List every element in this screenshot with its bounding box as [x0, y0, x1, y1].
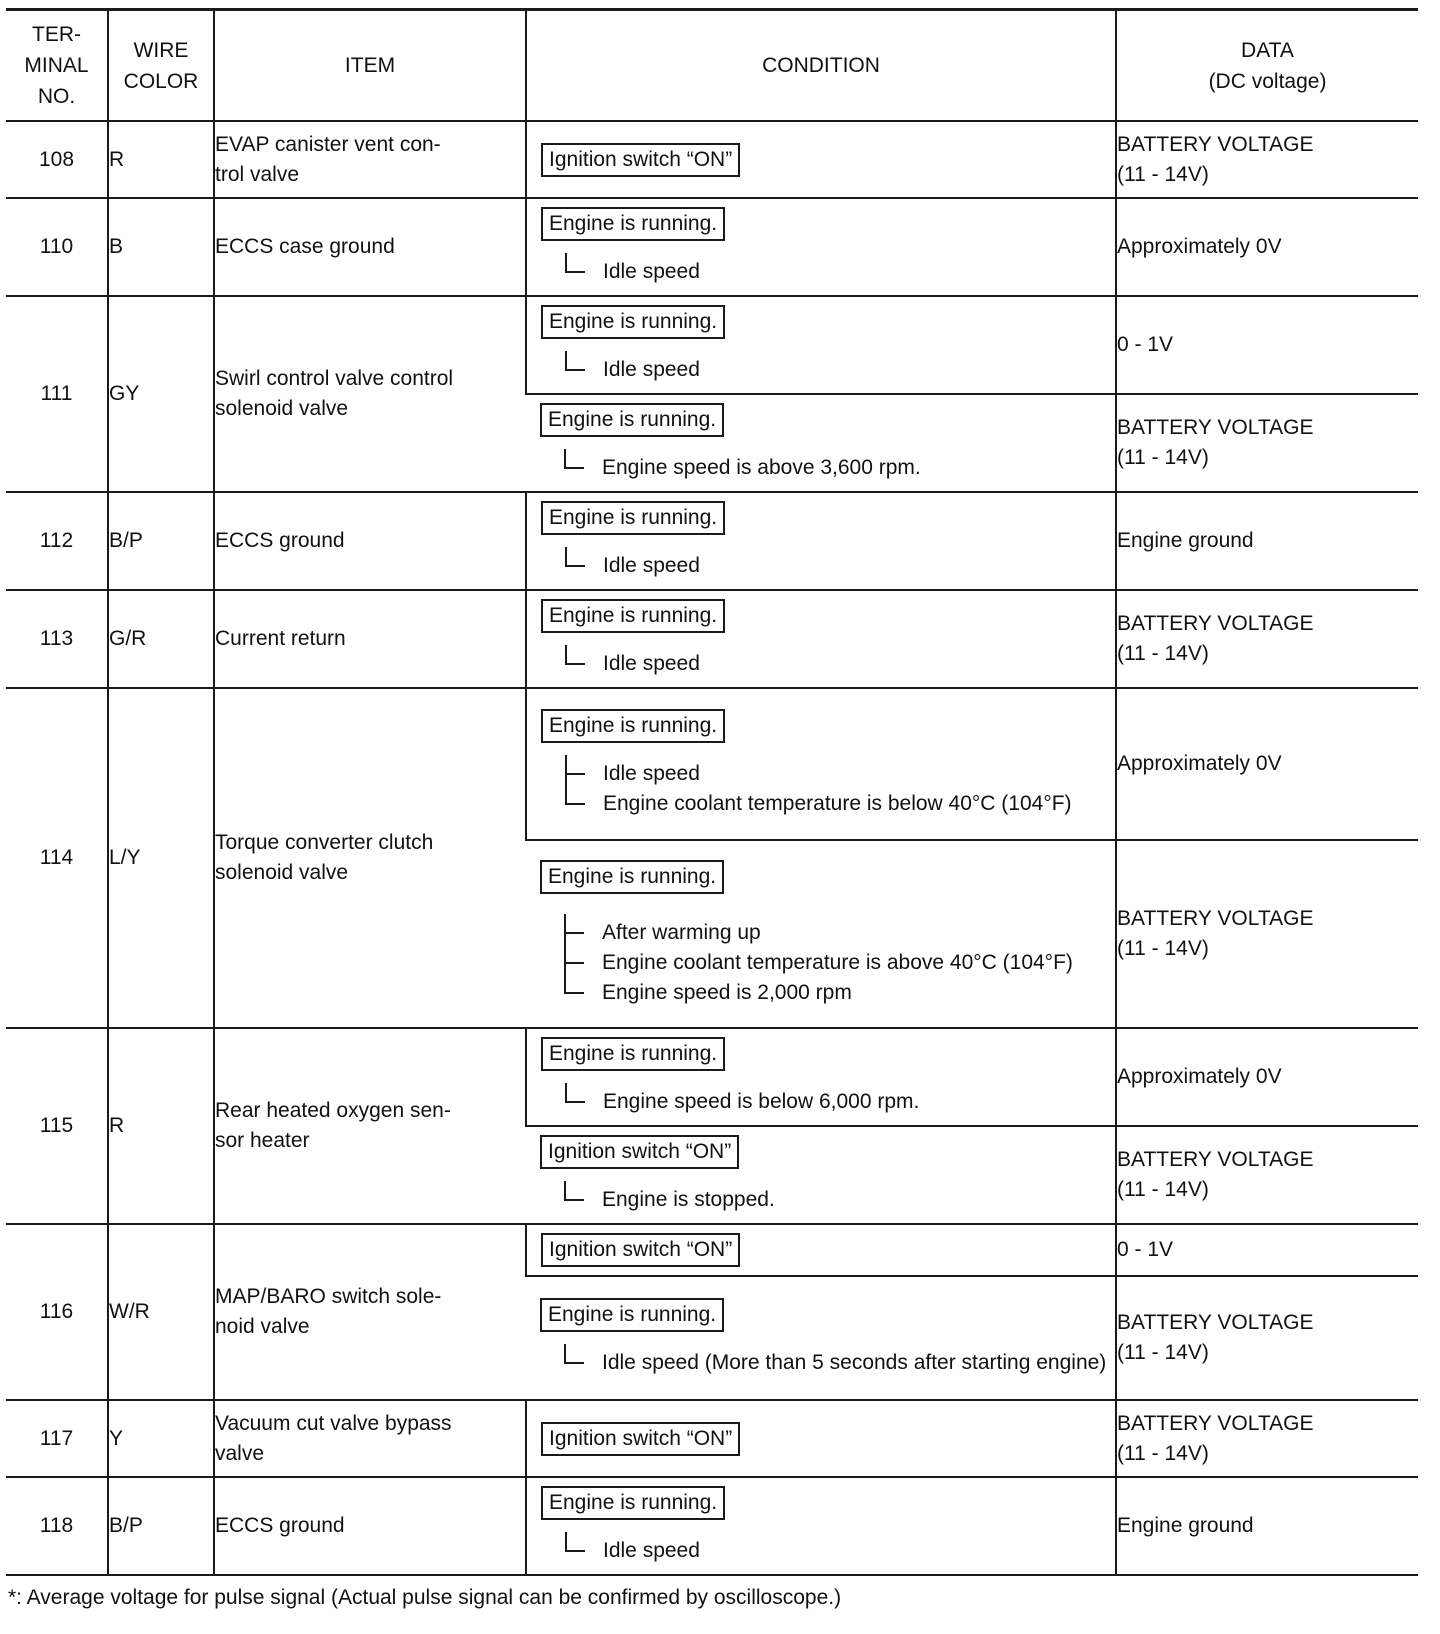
- item-text: Torque converter clutch: [215, 831, 434, 854]
- condition-cell: [526, 1276, 1116, 1400]
- item-cell: [214, 1224, 526, 1400]
- item-text: ECCS ground: [215, 1514, 345, 1537]
- data-cell: [1116, 590, 1418, 688]
- item-text: solenoid valve: [215, 397, 349, 420]
- data-text: BATTERY VOLTAGE: [1117, 1411, 1314, 1435]
- condition-box: Engine is running.: [541, 1486, 725, 1520]
- condition-cell: [526, 121, 1116, 198]
- table-row: [6, 198, 1418, 296]
- item-cell: [214, 688, 526, 1028]
- condition-bracket-tick: [564, 992, 584, 994]
- terminal-no-cell: 111: [6, 296, 108, 492]
- table-header-row: [6, 10, 1418, 122]
- data-text: BATTERY VOLTAGE: [1117, 132, 1314, 156]
- condition-content: [527, 493, 1115, 589]
- table-row: [6, 1477, 1418, 1575]
- condition-sub-list: [565, 257, 1109, 287]
- data-cell: [1116, 492, 1418, 590]
- condition-cell: [526, 840, 1116, 1028]
- condition-bracket-tick: [565, 663, 585, 665]
- item-cell: [214, 492, 526, 590]
- wire-color-cell: Y: [108, 1400, 214, 1477]
- condition-sub-text: Idle speed (More than 5 seconds after starting engine): [602, 1351, 1107, 1374]
- table-row: [6, 1028, 1418, 1126]
- condition-content: [527, 1414, 1115, 1464]
- condition-bracket-tick: [565, 1550, 585, 1552]
- condition-bracket-tick: [565, 565, 585, 567]
- condition-cell: [526, 394, 1116, 492]
- condition-box: Engine is running.: [540, 1298, 724, 1332]
- condition-sub-list: [564, 1348, 1109, 1378]
- data-cell: [1116, 1126, 1418, 1224]
- data-cell: [1116, 198, 1418, 296]
- condition-sub-item: [564, 918, 1109, 948]
- data-text: Approximately 0V: [1117, 235, 1282, 258]
- condition-sub-text: Idle speed: [603, 554, 700, 577]
- item-cell: [214, 1028, 526, 1224]
- data-text: BATTERY VOLTAGE: [1117, 1148, 1314, 1171]
- condition-sub-item: [565, 649, 1109, 679]
- header-condition: CONDITION: [526, 10, 1116, 122]
- data-cell: [1116, 1400, 1418, 1477]
- condition-sub-item: [565, 1087, 1109, 1117]
- condition-sub-list: [565, 649, 1109, 679]
- condition-sub-text: Engine speed is above 3,600 rpm.: [602, 456, 921, 479]
- terminal-no-cell: 118: [6, 1477, 108, 1575]
- condition-box: Engine is running.: [540, 403, 724, 437]
- condition-sub-list: [565, 355, 1109, 385]
- item-text: trol valve: [215, 162, 300, 186]
- condition-sub-text: Idle speed: [603, 1539, 700, 1562]
- data-text: Engine ground: [1117, 1514, 1254, 1537]
- condition-content: [527, 1478, 1115, 1574]
- data-cell: [1116, 121, 1418, 198]
- item-cell: [214, 121, 526, 198]
- item-text: Vacuum cut valve bypass: [215, 1411, 452, 1435]
- data-text: BATTERY VOLTAGE: [1117, 612, 1314, 635]
- wire-color-cell: L/Y: [108, 688, 214, 1028]
- condition-bracket-tick: [565, 1101, 585, 1103]
- data-text: BATTERY VOLTAGE: [1117, 907, 1314, 930]
- condition-cell: [526, 1028, 1116, 1126]
- condition-sub-list: [565, 1536, 1109, 1566]
- data-text: 0 - 1V: [1117, 1238, 1174, 1261]
- wire-color-cell: B/P: [108, 492, 214, 590]
- condition-content: [526, 395, 1115, 491]
- condition-sub-list: [564, 453, 1109, 483]
- condition-sub-item: [564, 1348, 1109, 1378]
- data-cell: [1116, 394, 1418, 492]
- terminal-no-cell: 110: [6, 198, 108, 296]
- wire-color-cell: G/R: [108, 590, 214, 688]
- condition-sub-item: [565, 551, 1109, 581]
- condition-box: Ignition switch “ON”: [541, 1422, 740, 1456]
- condition-cell: [526, 1477, 1116, 1575]
- condition-content: [527, 135, 1115, 185]
- condition-box: Engine is running.: [540, 860, 724, 894]
- item-text: solenoid valve: [215, 861, 349, 884]
- item-text: Current return: [215, 627, 346, 650]
- condition-sub-list: [565, 1087, 1109, 1117]
- condition-sub-item: [565, 1536, 1109, 1566]
- condition-bracket-tick: [564, 1199, 584, 1201]
- item-cell: [214, 296, 526, 492]
- condition-sub-text: Engine speed is 2,000 rpm: [602, 981, 852, 1004]
- condition-sub-text: Idle speed: [603, 260, 700, 283]
- condition-sub-item: [564, 453, 1109, 483]
- table-row: [6, 1400, 1418, 1477]
- table-row: [6, 296, 1418, 394]
- condition-content: [527, 199, 1115, 295]
- condition-sub-item: [565, 759, 1109, 789]
- item-text: EVAP canister vent con-: [215, 132, 441, 156]
- item-text: ECCS case ground: [215, 235, 395, 258]
- condition-content: [527, 1225, 1115, 1275]
- condition-sub-text: Engine coolant temperature is above 40°C (104°F): [602, 951, 1073, 974]
- data-text: (11 - 14V): [1117, 1441, 1209, 1465]
- condition-cell: [526, 1224, 1116, 1276]
- data-text: Approximately 0V: [1117, 752, 1282, 775]
- condition-sub-text: Idle speed: [603, 762, 700, 785]
- item-cell: [214, 1477, 526, 1575]
- condition-bracket-tick: [564, 932, 584, 934]
- header-wire-color: WIRE COLOR: [108, 10, 214, 122]
- condition-sub-item: [564, 978, 1109, 1008]
- wire-color-cell: W/R: [108, 1224, 214, 1400]
- terminal-data-table: [6, 8, 1418, 1576]
- condition-sub-text: Engine coolant temperature is below 40°C (104°F): [603, 792, 1072, 815]
- data-cell: [1116, 296, 1418, 394]
- condition-sub-text: Engine speed is below 6,000 rpm.: [603, 1090, 920, 1113]
- condition-sub-text: Engine is stopped.: [602, 1188, 775, 1211]
- condition-sub-item: [564, 1185, 1109, 1215]
- data-cell: [1116, 1028, 1418, 1126]
- item-cell: [214, 590, 526, 688]
- table-row: [6, 688, 1418, 840]
- data-text: Engine ground: [1117, 529, 1254, 552]
- data-text: Approximately 0V: [1117, 1065, 1282, 1088]
- item-text: sor heater: [215, 1129, 310, 1152]
- condition-sub-list: [565, 759, 1109, 819]
- data-text: BATTERY VOLTAGE: [1117, 1311, 1314, 1334]
- data-cell: [1116, 840, 1418, 1028]
- condition-bracket-tick: [565, 271, 585, 273]
- condition-box: Engine is running.: [541, 305, 725, 339]
- data-text: (11 - 14V): [1117, 642, 1209, 665]
- condition-cell: [526, 492, 1116, 590]
- condition-sub-item: [565, 355, 1109, 385]
- header-terminal-no: TER- MINAL NO.: [6, 10, 108, 122]
- condition-box: Engine is running.: [541, 501, 725, 535]
- item-text: Rear heated oxygen sen-: [215, 1099, 451, 1122]
- terminal-no-cell: 113: [6, 590, 108, 688]
- data-text: (11 - 14V): [1117, 446, 1209, 469]
- item-cell: [214, 1400, 526, 1477]
- wire-color-cell: B/P: [108, 1477, 214, 1575]
- terminal-no-cell: 112: [6, 492, 108, 590]
- item-text: MAP/BARO switch sole-: [215, 1285, 442, 1308]
- condition-box: Ignition switch “ON”: [540, 1135, 739, 1169]
- condition-sub-list: [564, 1185, 1109, 1215]
- condition-cell: [526, 296, 1116, 394]
- condition-sub-item: [565, 257, 1109, 287]
- data-text: BATTERY VOLTAGE: [1117, 416, 1314, 439]
- terminal-no-cell: 116: [6, 1224, 108, 1400]
- item-cell: [214, 198, 526, 296]
- condition-bracket-tick: [565, 773, 585, 775]
- condition-content: [527, 591, 1115, 687]
- table-row: [6, 492, 1418, 590]
- item-text: ECCS ground: [215, 529, 345, 552]
- item-text: noid valve: [215, 1315, 310, 1338]
- item-text: Swirl control valve control: [215, 367, 454, 390]
- wire-color-cell: R: [108, 121, 214, 198]
- condition-bracket-tick: [565, 369, 585, 371]
- condition-sub-list: [565, 551, 1109, 581]
- condition-content: [526, 1290, 1115, 1386]
- item-text: valve: [215, 1441, 265, 1465]
- table-row: [6, 590, 1418, 688]
- condition-sub-item: [565, 789, 1109, 819]
- data-cell: [1116, 688, 1418, 840]
- condition-sub-text: After warming up: [602, 921, 761, 944]
- condition-box: Ignition switch “ON”: [541, 143, 740, 177]
- ecm-terminal-table-document: [6, 8, 1418, 1612]
- terminal-no-cell: 115: [6, 1028, 108, 1224]
- footnote: *: Average voltage for pulse signal (Actual pulse signal can be confirmed by oscilloscope.): [8, 1586, 842, 1609]
- wire-color-cell: B: [108, 198, 214, 296]
- condition-bracket-tick: [564, 962, 584, 964]
- terminal-no-cell: 108: [6, 121, 108, 198]
- condition-content: [527, 297, 1115, 393]
- data-cell: [1116, 1276, 1418, 1400]
- condition-bracket-tick: [564, 467, 584, 469]
- header-data: DATA (DC voltage): [1116, 10, 1418, 122]
- terminal-no-cell: 114: [6, 688, 108, 1028]
- condition-cell: [526, 1126, 1116, 1224]
- condition-content: [526, 852, 1115, 1016]
- condition-sub-text: Idle speed: [603, 358, 700, 381]
- condition-bracket-tick: [564, 1362, 584, 1364]
- table-body: [6, 121, 1418, 1575]
- table-row: [6, 121, 1418, 198]
- condition-content: [527, 701, 1115, 827]
- wire-color-cell: R: [108, 1028, 214, 1224]
- condition-box: Engine is running.: [541, 207, 725, 241]
- terminal-no-cell: 117: [6, 1400, 108, 1477]
- condition-cell: [526, 688, 1116, 840]
- condition-sub-list: [564, 918, 1109, 1008]
- data-text: (11 - 14V): [1117, 162, 1209, 186]
- table-row: [6, 1224, 1418, 1276]
- data-text: (11 - 14V): [1117, 937, 1209, 960]
- condition-cell: [526, 198, 1116, 296]
- data-cell: [1116, 1224, 1418, 1276]
- condition-bracket-tick: [565, 803, 585, 805]
- condition-box: Engine is running.: [541, 709, 725, 743]
- condition-cell: [526, 590, 1116, 688]
- condition-box: Ignition switch “ON”: [541, 1233, 740, 1267]
- wire-color-cell: GY: [108, 296, 214, 492]
- condition-box: Engine is running.: [541, 1037, 725, 1071]
- data-cell: [1116, 1477, 1418, 1575]
- condition-sub-text: Idle speed: [603, 652, 700, 675]
- condition-content: [527, 1029, 1115, 1125]
- header-item: ITEM: [214, 10, 526, 122]
- condition-box: Engine is running.: [541, 599, 725, 633]
- condition-sub-item: [564, 948, 1109, 978]
- data-text: (11 - 14V): [1117, 1178, 1209, 1201]
- data-text: (11 - 14V): [1117, 1341, 1209, 1364]
- condition-content: [526, 1127, 1115, 1223]
- data-text: 0 - 1V: [1117, 333, 1174, 356]
- condition-cell: [526, 1400, 1116, 1477]
